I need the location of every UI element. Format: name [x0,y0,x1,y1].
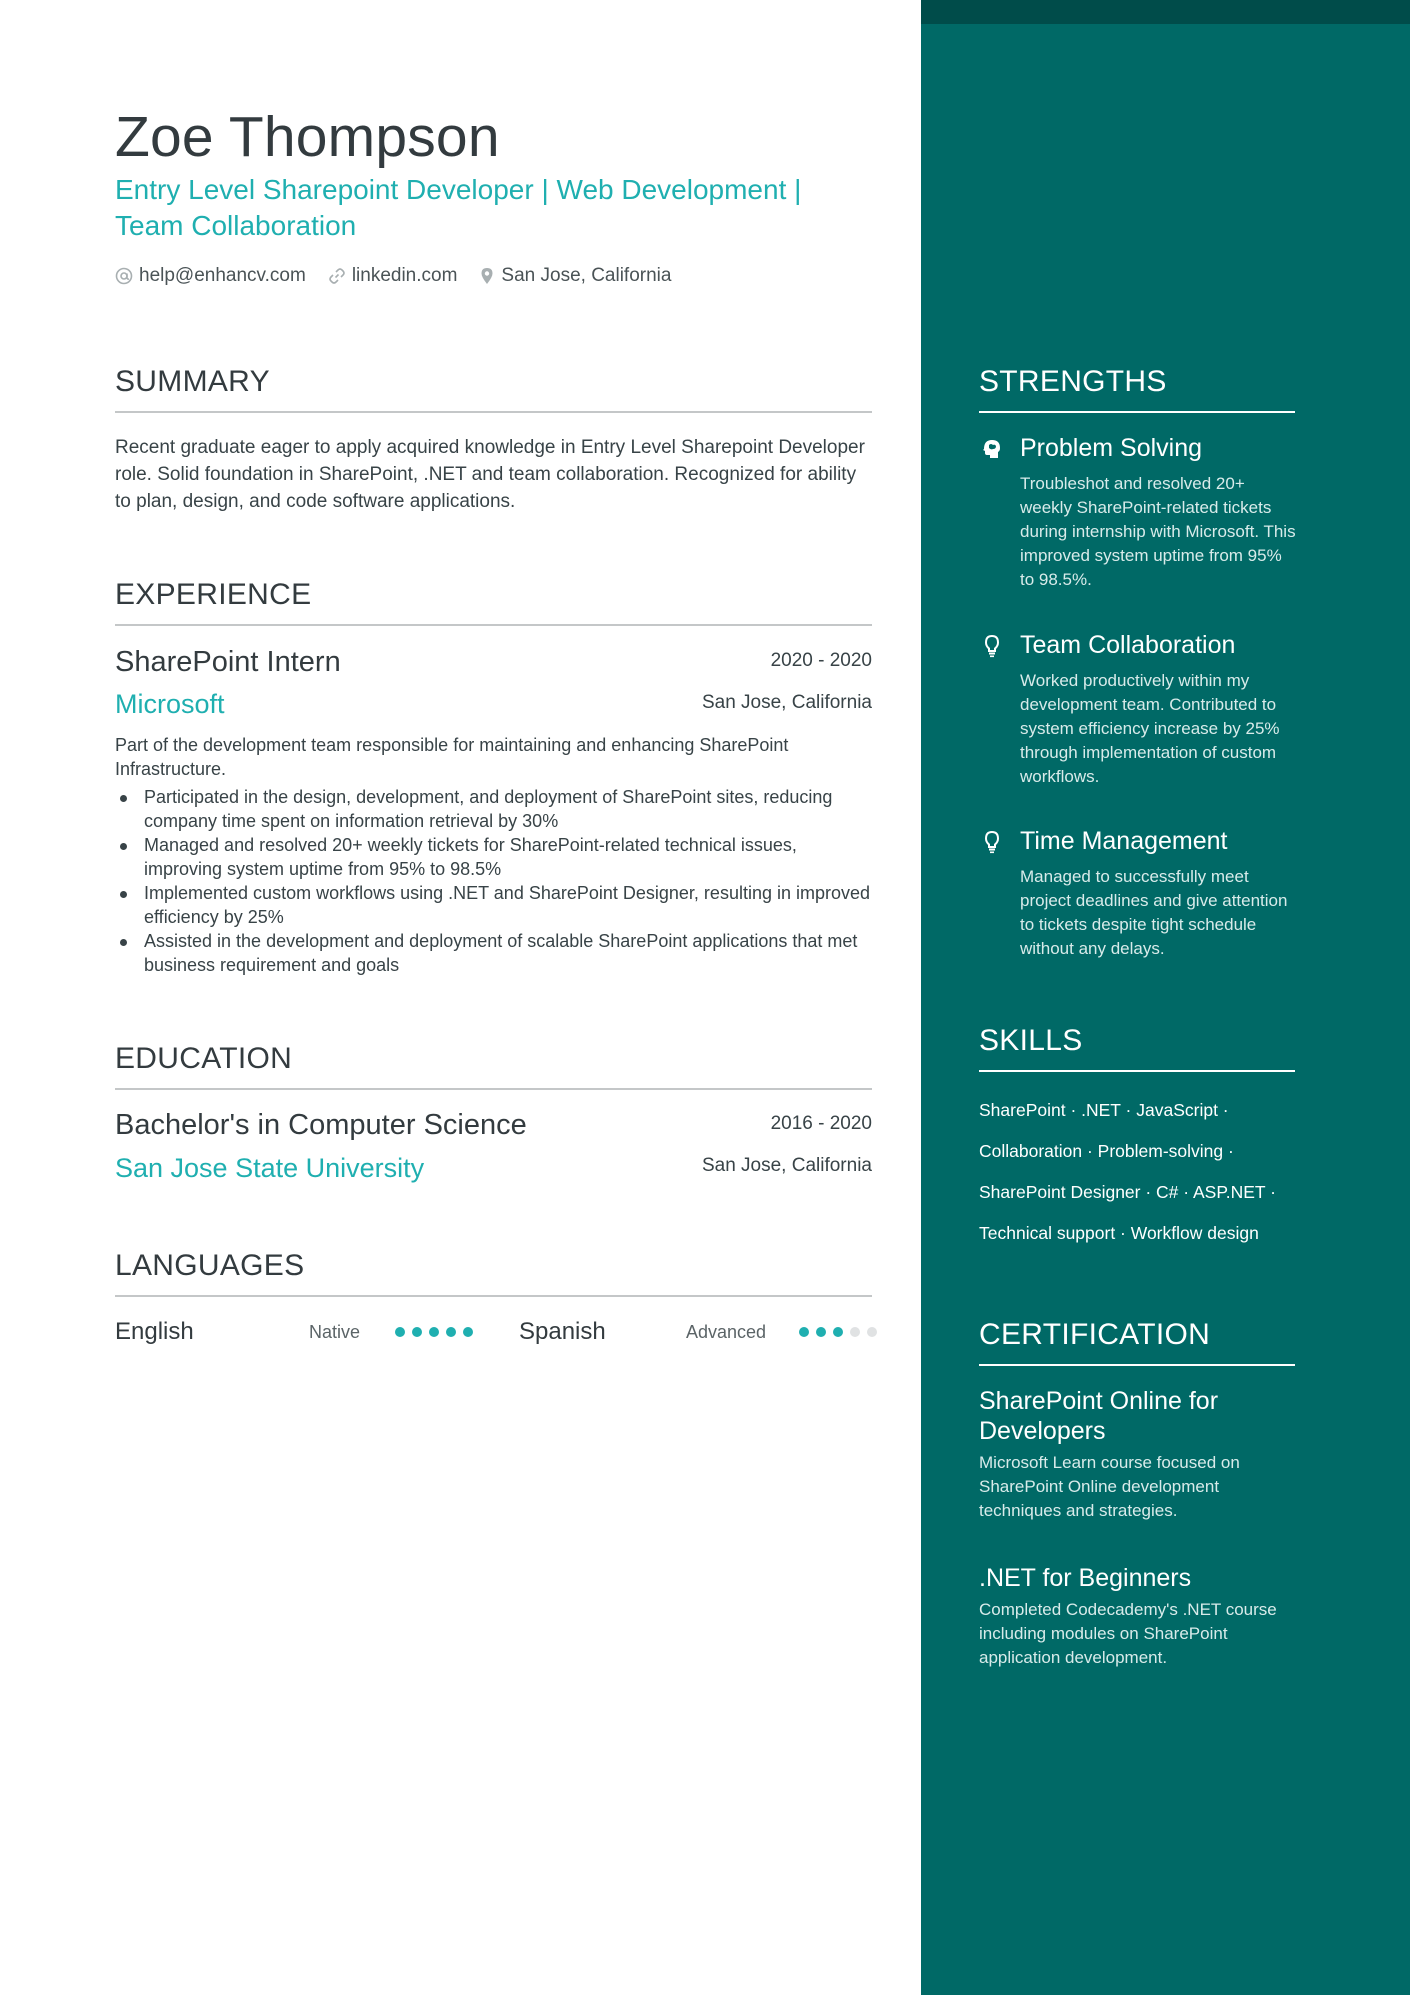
cert-text: Completed Codecademy's .NET course including modules on SharePoint application development. [979,1600,1277,1667]
language-name-spanish: Spanish [519,1318,606,1345]
languages-divider [115,1295,872,1297]
rating-dot [867,1327,877,1337]
strength-title: Problem Solving [1020,434,1203,462]
link-icon [328,267,346,285]
strengths-divider [979,411,1295,413]
language-level-english: Native [309,1322,361,1342]
candidate-name: Zoe Thompson [115,105,500,169]
certification-divider [979,1364,1295,1366]
rating-dot [463,1327,473,1337]
linkedin-text: linkedin.com [351,265,458,286]
rating-dot [816,1327,826,1337]
location-pin-icon [479,267,495,285]
job-bullets [115,785,872,977]
sidebar [921,0,1410,1995]
language-rating-spanish [799,1327,884,1337]
languages-heading: LANGUAGES [115,1249,305,1282]
cert-title: .NET for Beginners [979,1564,1192,1592]
skill-line: Technical support · Workflow design [979,1223,1259,1243]
job-description: Part of the development team responsible for maintaining and enhancing SharePoint Infrastructure. [115,735,789,779]
job-location: San Jose, California [701,692,872,713]
rating-dot [446,1327,456,1337]
skill-line: SharePoint · .NET · JavaScript · [979,1100,1229,1120]
list-item: Assisted in the development and deployment of scalable SharePoint applications that met business requirement and goals [115,929,872,977]
job-title: SharePoint Intern [115,646,341,678]
skills-list [979,1090,1299,1254]
job-company: Microsoft [115,689,225,719]
rating-dot [412,1327,422,1337]
email-text: help@enhancv.com [139,265,306,286]
summary-heading: SUMMARY [115,365,270,398]
strength-title: Time Management [1020,827,1228,855]
rating-dot [833,1327,843,1337]
lightbulb-icon [979,633,1005,659]
rating-dot [850,1327,860,1337]
sidebar-top-band [921,0,1410,24]
strength-text: Managed to successfully meet project deadlines and give attention to tickets despite tight schedule without any delays. [1020,867,1288,958]
language-name-english: English [115,1318,194,1345]
skills-divider [979,1070,1295,1072]
rating-dot [429,1327,439,1337]
at-icon [115,267,133,285]
cert-text: Microsoft Learn course focused on SharePoint Online development techniques and strategies. [979,1453,1240,1520]
certification-heading: CERTIFICATION [979,1318,1211,1351]
contact-email[interactable] [115,265,306,287]
cert-title: SharePoint Online for Developers [979,1387,1219,1445]
degree-title: Bachelor's in Computer Science [115,1109,527,1141]
experience-divider [115,624,872,626]
rating-dot [799,1327,809,1337]
contact-linkedin[interactable] [328,265,458,287]
experience-heading: EXPERIENCE [115,578,312,611]
contact-location [479,265,671,287]
education-heading: EDUCATION [115,1042,293,1075]
candidate-title: Entry Level Sharepoint Developer | Web Development | Team Collaboration [115,174,802,241]
summary-divider [115,411,872,413]
strengths-heading: STRENGTHS [979,365,1167,398]
language-rating-english [395,1327,480,1337]
location-text: San Jose, California [501,265,672,286]
strength-title: Team Collaboration [1020,631,1236,659]
lightbulb-icon [979,829,1005,855]
education-dates: 2016 - 2020 [770,1113,872,1134]
job-dates: 2020 - 2020 [770,650,872,671]
strength-text: Troubleshot and resolved 20+ weekly SharePoint-related tickets during internship with Microsoft. This improved system uptime from 95% to 98.5%. [1020,474,1296,589]
head-brain-icon [979,436,1005,462]
list-item: Managed and resolved 20+ weekly tickets for SharePoint-related technical issues, improving system uptime from 95% to 98.5% [115,833,872,881]
school-name: San Jose State University [115,1153,425,1183]
skills-heading: SKILLS [979,1024,1083,1057]
strength-text: Worked productively within my development team. Contributed to system efficiency increase by 25% through implementation of custom workflows. [1020,671,1280,786]
skill-line: Collaboration · Problem-solving · [979,1141,1234,1161]
list-item: Implemented custom workflows using .NET and SharePoint Designer, resulting in improved efficiency by 25% [115,881,872,929]
contact-row [115,265,693,287]
education-location: San Jose, California [701,1155,872,1176]
education-divider [115,1088,872,1090]
skill-line: SharePoint Designer · C# · ASP.NET · [979,1182,1276,1202]
language-level-spanish: Advanced [686,1322,767,1342]
summary-text: Recent graduate eager to apply acquired knowledge in Entry Level Sharepoint Developer role. Solid foundation in SharePoint, .NET and team collaboration. Recognized for ability to plan, design, and code software applications. [115,437,865,512]
list-item: Participated in the design, development, and deployment of SharePoint sites, reducing company time spent on information retrieval by 30% [115,785,872,833]
rating-dot [395,1327,405,1337]
